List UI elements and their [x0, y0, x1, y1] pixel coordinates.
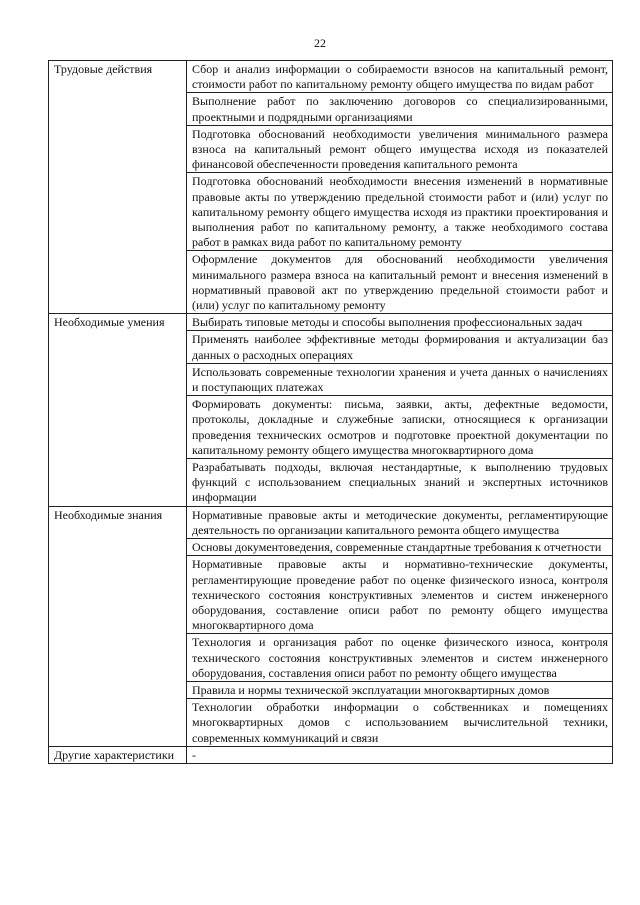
page-number: 22	[314, 36, 326, 50]
section-label-labor-actions: Трудовые действия	[49, 61, 187, 314]
section-label-required-skills: Необходимые умения	[49, 314, 187, 506]
table-cell: Выполнение работ по заключению договоров со специализированными, проектными и подрядными организациями	[187, 93, 613, 125]
table-row	[49, 61, 613, 93]
table-cell: Основы документоведения, современные стандартные требования к отчетности	[187, 539, 613, 556]
table-cell: Технология и организация работ по оценке физического износа, контроля технического состояния конструктивных элементов и систем инженерного оборудования, составления описи работ по ремонту общего имущества	[187, 634, 613, 682]
table-row	[49, 314, 613, 331]
table-cell: Сбор и анализ информации о собираемости взносов на капитальный ремонт, стоимости работ по капитальному ремонту общего имущества по видам работ	[187, 61, 613, 93]
table-row	[49, 746, 613, 763]
table-cell: Разрабатывать подходы, включая нестандартные, к выполнению трудовых функций с использованием специальных знаний и экспертных источников информации	[187, 459, 613, 507]
competency-table	[48, 60, 613, 764]
section-label-other-characteristics: Другие характеристики	[49, 746, 187, 763]
table-cell: Подготовка обоснований необходимости увеличения минимального размера взноса на капитальный ремонт общего имущества исходя из показателей финансовой обеспеченности проведения капитального ремонта	[187, 125, 613, 173]
table-row	[49, 506, 613, 538]
table-cell: Применять наиболее эффективные методы формирования и актуализации баз данных о расходных операциях	[187, 331, 613, 363]
table-cell: -	[187, 746, 613, 763]
table-cell: Выбирать типовые методы и способы выполнения профессиональных задач	[187, 314, 613, 331]
table-cell: Оформление документов для обоснований необходимости увеличения минимального размера взноса на капитальный ремонт и внесения изменений в нормативный правовой акт по утверждению предельной стоимости работ и (или) услуг по капитальному ремонту	[187, 251, 613, 314]
table-cell: Правила и нормы технической эксплуатации многоквартирных домов	[187, 681, 613, 698]
table-cell: Формировать документы: письма, заявки, акты, дефектные ведомости, протоколы, докладные и служебные записки, относящиеся к организации проведения технических осмотров и подготовке проектной документации по капитальному ремонту общего имущества многоквартирного дома	[187, 396, 613, 459]
table-cell: Подготовка обоснований необходимости внесения изменений в нормативные правовые акты по утверждению предельной стоимости работ и (или) услуг по капитальному ремонту общего имущества исходя из практики проектирования и выполнения работ по капитальному ремонту, а также необходимого состава работ в рамках вида работ по капитальному ремонту	[187, 173, 613, 251]
table-cell: Технологии обработки информации о собственниках и помещениях многоквартирных домов с использованием вычислительной техники, современных коммуникаций и связи	[187, 699, 613, 747]
table-body	[49, 61, 613, 764]
section-label-required-knowledge: Необходимые знания	[49, 506, 187, 746]
table-cell: Использовать современные технологии хранения и учета данных о начислениях и поступающих платежах	[187, 363, 613, 395]
table-cell: Нормативные правовые акты и методические документы, регламентирующие деятельность по организации капитального ремонта общего имущества	[187, 506, 613, 538]
table-cell: Нормативные правовые акты и нормативно-технические документы, регламентирующие проведение работ по оценке физического износа, контроля технического состояния конструктивных элементов и систем инженерного оборудования, составление описи работ по ремонту общего имущества многоквартирного дома	[187, 556, 613, 634]
